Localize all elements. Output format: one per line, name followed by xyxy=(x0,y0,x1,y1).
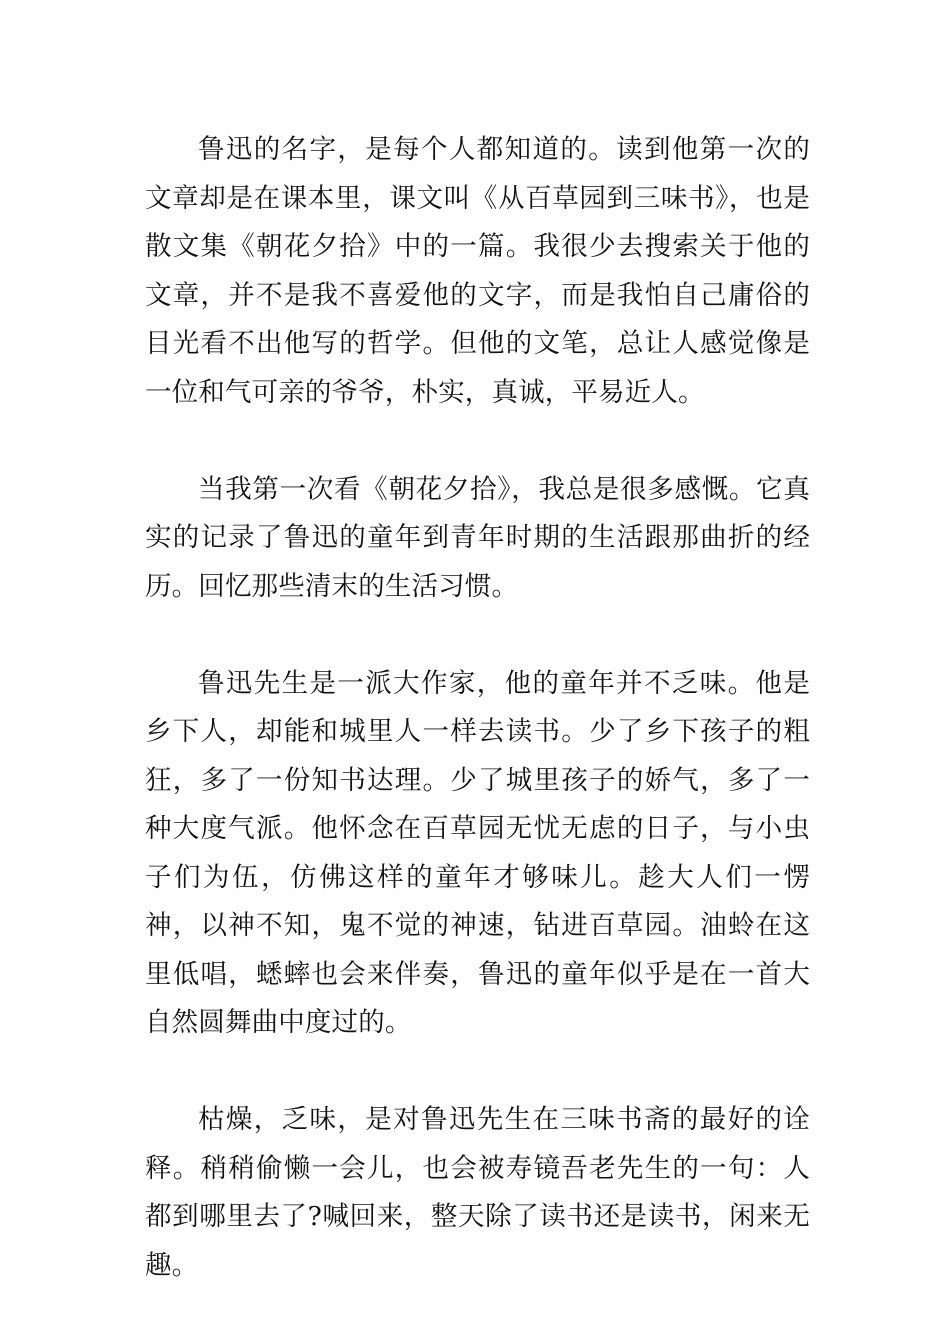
paragraph-3: 鲁迅先生是一派大作家，他的童年并不乏味。他是乡下人，却能和城里人一样去读书。少了乡下孩子的粗狂，多了一份知书达理。少了城里孩子的娇气，多了一种大度气派。他怀念在百草园无忧无虑的日子，与小虫子们为伍，仿佛这样的童年才够味儿。趁大人们一愣神，以神不知，鬼不觉的神速，钻进百草园。油蛉在这里低唱，蟋蟀也会来伴奏，鲁迅的童年似乎是在一首大自然圆舞曲中度过的。 xyxy=(145,667,810,1038)
document-body xyxy=(145,126,810,1290)
paragraph-4: 枯燥，乏味，是对鲁迅先生在三味书斋的最好的诠释。稍稍偷懒一会儿，也会被寿镜吾老先生的一句：人都到哪里去了?喊回来，整天除了读书还是读书，闲来无趣。 xyxy=(145,1104,810,1281)
paragraph-2: 当我第一次看《朝花夕拾》，我总是很多感慨。它真实的记录了鲁迅的童年到青年时期的生活跟那曲折的经历。回忆那些清末的生活习惯。 xyxy=(145,473,810,602)
paragraph-1: 鲁迅的名字，是每个人都知道的。读到他第一次的文章却是在课本里，课文叫《从百草园到三味书》，也是散文集《朝花夕拾》中的一篇。我很少去搜索关于他的文章，并不是我不喜爱他的文字，而是我怕自己庸俗的目光看不出他写的哲学。但他的文笔，总让人感觉像是一位和气可亲的爷爷，朴实，真诚，平易近人。 xyxy=(145,134,810,408)
